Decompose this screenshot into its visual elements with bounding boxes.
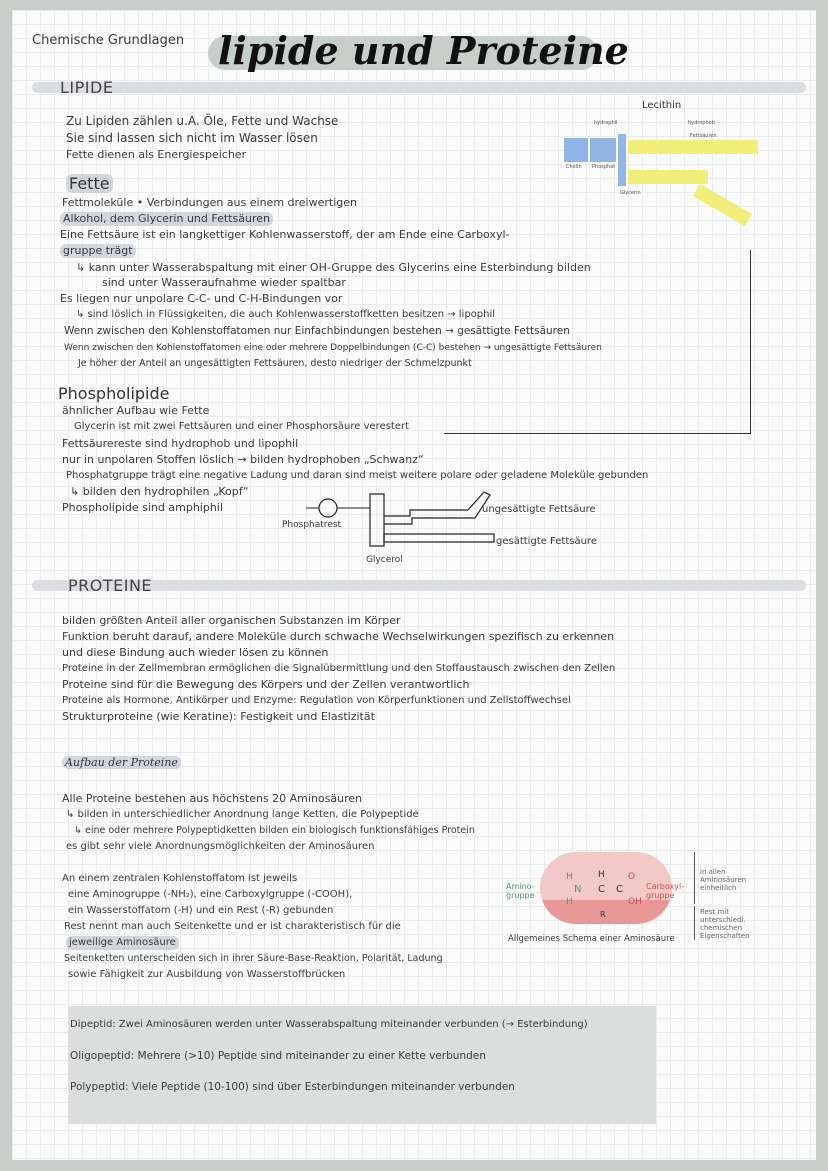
atom-c: C xyxy=(616,884,623,895)
definition-polypeptid: Polypeptid: Viele Peptide (10-100) sind über Esterbindungen miteinander verbunden xyxy=(70,1081,515,1093)
subheading-phospholipide: Phospholipide xyxy=(58,384,170,403)
text-line: Alle Proteine bestehen aus höchstens 20 Aminosäuren xyxy=(62,792,363,805)
subject-label: Chemische Grundlagen xyxy=(32,33,185,48)
text-line: eine Aminogruppe (-NH₂), eine Carboxylgruppe (-COOH), xyxy=(68,889,353,900)
text-line: jeweilige Aminosäure xyxy=(66,936,179,950)
text-line: Phospholipide sind amphiphil xyxy=(62,501,223,514)
page-title: lipide und Proteine xyxy=(218,28,629,73)
text-line: Fette dienen als Energiespeicher xyxy=(66,148,247,161)
text-line: Es liegen nur unpolare C-C- und C-H-Bindungen vor xyxy=(60,292,343,305)
text-line: Eine Fettsäure ist ein langkettiger Kohlenwasserstoff, der am Ende eine Carboxyl- xyxy=(60,228,510,241)
hydrophob-label: hydrophob xyxy=(688,120,715,126)
rest-mit-label: Rest mit unterschiedl. chemischen Eigenschaften xyxy=(700,908,750,940)
section-bar xyxy=(32,82,806,93)
text-line: Proteine sind für die Bewegung des Körpers und der Zellen verantwortlich xyxy=(62,678,470,691)
connector-line xyxy=(750,250,751,434)
atom-c: C xyxy=(598,884,605,895)
fatty-acid-chain-1 xyxy=(628,140,758,154)
text-line: sind unter Wasseraufnahme wieder spaltbar xyxy=(102,276,346,289)
text-line: Strukturproteine (wie Keratine): Festigkeit und Elastizität xyxy=(62,710,375,723)
atom-oh: OH xyxy=(628,897,642,907)
section-heading-lipide: LIPIDE xyxy=(60,78,114,97)
phosphatrest-label: Phosphatrest xyxy=(282,520,342,530)
text-line: Seitenketten unterscheiden sich in ihrer Säure-Base-Reaktion, Polarität, Ladung xyxy=(64,953,443,964)
subheading-aufbau: Aufbau der Proteine xyxy=(62,756,181,769)
glycerol-label: Glycerol xyxy=(366,555,403,565)
text-line: Rest nennt man auch Seitenkette und er ist charakteristisch für die xyxy=(64,921,401,932)
notes-page xyxy=(12,10,816,1160)
definition-oligopeptid: Oligopeptid: Mehrere (>10) Peptide sind miteinander zu einer Kette verbunden xyxy=(70,1050,486,1062)
text-line: Wenn zwischen den Kohlenstoffatomen eine oder mehrere Doppelbindungen (C-C) bestehen → ungesättigte Fettsäuren xyxy=(64,343,602,353)
glycerin-label: Glycerin xyxy=(620,190,641,196)
text-line: ↳ bilden in unterschiedlicher Anordnung lange Ketten, die Polypeptide xyxy=(66,809,419,820)
lecithin-title: Lecithin xyxy=(642,100,682,111)
hydrophil-label: hydrophil xyxy=(594,120,618,126)
sat-label: gesättigte Fettsäure xyxy=(496,536,597,547)
brace xyxy=(690,906,695,940)
text-line: bilden größten Anteil aller organischen Substanzen im Körper xyxy=(62,614,401,627)
text-line: Zu Lipiden zählen u.A. Öle, Fette und Wachse xyxy=(66,114,339,128)
text-line: ↳ bilden den hydrophilen „Kopf“ xyxy=(70,485,249,498)
cholin-block xyxy=(564,138,588,162)
text-line: ↳ sind löslich in Flüssigkeiten, die auch Kohlenwasserstoffketten besitzen → lipophil xyxy=(76,309,496,320)
text-line: gruppe trägt xyxy=(60,244,136,258)
text-line: ein Wasserstoffatom (-H) und ein Rest (-R) gebunden xyxy=(68,905,334,916)
definition-dipeptid: Dipeptid: Zwei Aminosäuren werden unter Wasserabspaltung miteinander verbunden (→ Esterbindung) xyxy=(70,1019,588,1030)
fatty-acid-chain-kink xyxy=(693,184,752,226)
brace xyxy=(690,852,695,904)
text-line: Glycerin ist mit zwei Fettsäuren und einer Phosphorsäure verestert xyxy=(74,421,410,432)
rest-band xyxy=(540,900,672,924)
text-line: und diese Bindung auch wieder lösen zu können xyxy=(62,646,329,659)
fatty-acid-chain-2 xyxy=(628,170,708,184)
text-line: Funktion beruht darauf, andere Moleküle durch schwache Wechselwirkungen spezifisch zu erkennen xyxy=(62,630,615,643)
atom-n: N xyxy=(574,884,582,895)
text-line: Fettmoleküle • Verbindungen aus einem dreiwertigen xyxy=(62,196,357,209)
atom-h: H xyxy=(566,897,573,907)
text-line: An einem zentralen Kohlenstoffatom ist jeweils xyxy=(62,873,298,884)
phosphat-block xyxy=(590,138,616,162)
phosphat-label: Phosphat xyxy=(592,164,616,170)
cholin-label: Cholin xyxy=(566,164,582,170)
connector-line xyxy=(444,433,751,434)
atom-o: O xyxy=(628,872,636,882)
fettsaeuren-label: Fettsäuren xyxy=(690,133,717,139)
subheading-fette: Fette xyxy=(66,174,113,193)
text-line: sowie Fähigkeit zur Ausbildung von Wasserstoffbrücken xyxy=(68,969,346,980)
text-line: Sie sind lassen sich nicht im Wasser lösen xyxy=(66,131,318,145)
aminogruppe-label: Amino- gruppe xyxy=(506,882,535,900)
atom-h: H xyxy=(598,870,605,880)
text-line: Alkohol, dem Glycerin und Fettsäuren xyxy=(60,212,273,226)
text-line: Fettsäurereste sind hydrophob und lipophil xyxy=(62,437,299,450)
text-line: Phosphatgruppe trägt eine negative Ladung und daran sind meist weitere polare oder geladene Moleküle gebunden xyxy=(66,470,649,481)
in-allen-label: in allen Aminosäuren einheitlich xyxy=(700,868,747,892)
schema-caption: Allgemeines Schema einer Aminosäure xyxy=(508,934,675,944)
text-line: Wenn zwischen den Kohlenstoffatomen nur Einfachbindungen bestehen → gesättigte Fettsäuren xyxy=(64,325,570,337)
section-heading-proteine: PROTEINE xyxy=(68,576,153,595)
text-line: Proteine als Hormone, Antikörper und Enzyme: Regulation von Körperfunktionen und Zellstoffwechsel xyxy=(62,695,571,706)
text-line: ↳ kann unter Wasserabspaltung mit einer OH-Gruppe des Glycerins eine Esterbindung bilden xyxy=(76,261,591,274)
text-line: ähnlicher Aufbau wie Fette xyxy=(62,404,210,417)
text-line: es gibt sehr viele Anordnungsmöglichkeiten der Aminosäuren xyxy=(66,841,375,852)
text-line: Je höher der Anteil an ungesättigten Fettsäuren, desto niedriger der Schmelzpunkt xyxy=(78,358,472,369)
atom-r: R xyxy=(600,910,606,919)
atom-h: H xyxy=(566,872,573,882)
carboxylgruppe-label: Carboxyl- gruppe xyxy=(646,882,685,900)
text-line: Proteine in der Zellmembran ermöglichen die Signalübermittlung und den Stoffaustausch zwischen den Zellen xyxy=(62,663,616,674)
text-line: nur in unpolaren Stoffen löslich → bilden hydrophoben „Schwanz“ xyxy=(62,453,424,466)
glycerin-block xyxy=(618,134,626,186)
text-line: ↳ eine oder mehrere Polypeptidketten bilden ein biologisch funktionsfähiges Protein xyxy=(74,825,475,836)
lecithin-figure xyxy=(560,98,760,238)
unsat-label: ungesättigte Fettsäure xyxy=(482,504,596,515)
